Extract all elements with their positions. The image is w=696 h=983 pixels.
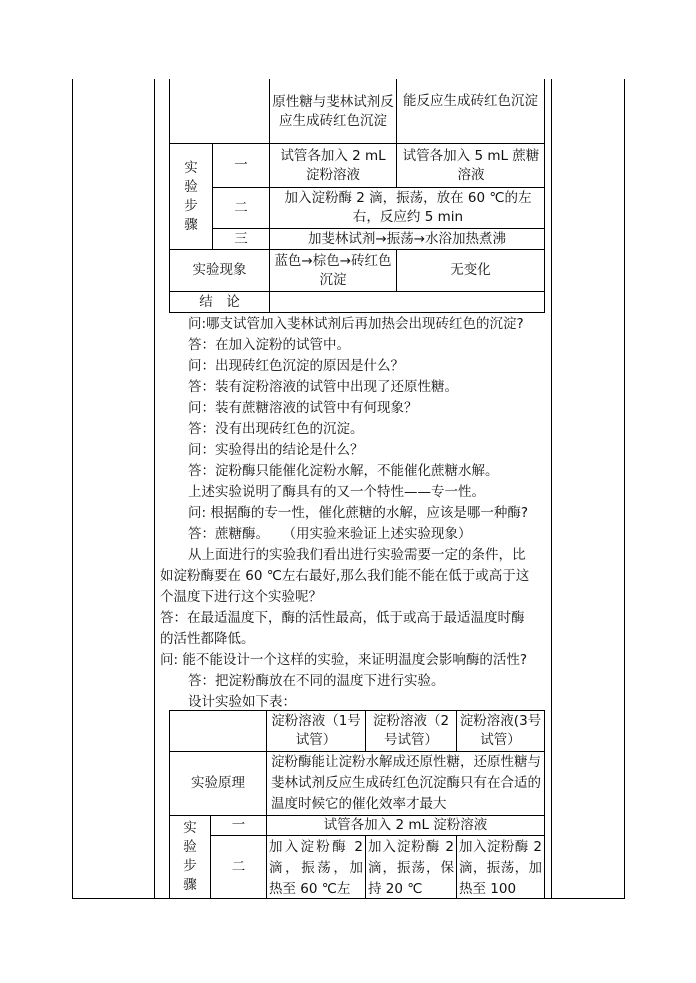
text-line: 设计实验如下表： bbox=[188, 694, 296, 710]
outer-border-bottom bbox=[72, 898, 625, 899]
table2-principle-text: 淀粉酶能让淀粉水解成还原性糖，还原性糖与斐林试剂反应生成砖红色沉淀酶只有在合适的温度时候它的催化效率才最大 bbox=[271, 754, 541, 812]
text-line: 上述实验说明了酶具有的又一个特性——专一性。 bbox=[188, 484, 485, 500]
text-line: 答：在加入淀粉的试管中。 bbox=[188, 337, 350, 353]
text-line: 答：装有淀粉溶液的试管中出现了还原性糖。 bbox=[188, 379, 458, 395]
text-line: 答：蔗糖酶。 （用实验来验证上述实验现象） bbox=[188, 526, 472, 542]
text-line: 答：在最适温度下，酶的活性最高，低于或高于最适温度时酶 bbox=[160, 610, 525, 626]
text-line: 问：实验得出的结论是什么？ bbox=[188, 442, 364, 458]
text-line: 问：出现砖红色沉淀的原因是什么？ bbox=[188, 358, 404, 374]
table1-conclusion-label: 结 论 bbox=[199, 293, 240, 310]
text-line: 答：淀粉酶只能催化淀粉水解，不能催化蔗糖水解。 bbox=[188, 463, 499, 479]
table2-steps-label: 实验步骤 bbox=[183, 820, 197, 893]
text-line: 如淀粉酶要在 60 ℃左右最好,那么我们能不能在低于或高于这 bbox=[160, 568, 530, 584]
table2-step2-tube1: 加入淀粉酶 2 滴，振荡，加热至 60 ℃左 bbox=[269, 839, 363, 897]
text-line: 答：没有出现砖红色的沉淀。 bbox=[188, 421, 364, 437]
outer-border-right bbox=[624, 79, 625, 899]
table2-step1-number: 一 bbox=[231, 817, 246, 833]
text-line: 问：装有蔗糖溶液的试管中有何现象？ bbox=[188, 400, 418, 416]
table1-steps-label: 实验步骤 bbox=[184, 159, 198, 233]
table1-step1-number: 一 bbox=[234, 157, 248, 173]
table1-header-reducing-sugar: 原性糖与斐林试剂反应生成砖红色沉淀 bbox=[272, 94, 394, 129]
text-line: 答：把淀粉酶放在不同的温度下进行实验。 bbox=[188, 673, 445, 689]
text-line: 问: 能不能设计一个这样的实验，来证明温度会影响酶的活性? bbox=[160, 652, 528, 668]
text-line: 个温度下进行这个实验呢？ bbox=[160, 589, 322, 605]
text-line: 问:哪支试管加入斐林试剂后再加热会出现砖红色的沉淀? bbox=[188, 316, 524, 332]
text-line: 问: 根据酶的专一性，催化蔗糖的水解，应该是哪一种酶? bbox=[188, 505, 529, 521]
table2-step1-text: 试管各加入 2 mL 淀粉溶液 bbox=[323, 817, 488, 833]
outer-border-inner-right bbox=[551, 79, 552, 899]
table2-principle-label: 实验原理 bbox=[191, 775, 245, 791]
table1-step2-number: 二 bbox=[234, 199, 248, 216]
text-line: 从上面进行的实验我们看出进行实验需要一定的条件，比 bbox=[188, 547, 526, 563]
table1-step3-number: 三 bbox=[234, 230, 248, 247]
table1-step2-text: 加入淀粉酶 2 滴，振荡，放在 60 ℃的左右，反应约 5 min bbox=[284, 190, 532, 225]
table2-step2-tube2: 加入淀粉酶 2滴，振荡，保持 20 ℃ bbox=[368, 839, 454, 897]
table1-phenomenon-sucrose: 无变化 bbox=[450, 262, 491, 278]
table2-col-tube2: 淀粉溶液（2号试管） bbox=[372, 713, 450, 748]
table2-step2-tube3: 加入淀粉酶 2滴，振荡，加热至 100 bbox=[459, 839, 542, 897]
table1-step3-text: 加斐林试剂→振荡→水浴加热煮沸 bbox=[307, 230, 507, 247]
table1-phenomenon-starch: 蓝色→棕色→砖红色沉淀 bbox=[274, 252, 392, 288]
table2-step2-number: 二 bbox=[231, 858, 246, 875]
table1-step1-sucrose: 试管各加入 5 mL 蔗糖溶液 bbox=[402, 147, 540, 183]
table1-step1-starch: 试管各加入 2 mL 淀粉溶液 bbox=[280, 147, 386, 183]
table1-header-can-react: 能反应生成砖红色沉淀 bbox=[403, 92, 538, 109]
table2-col-tube1: 淀粉溶液（1号试管） bbox=[271, 713, 361, 748]
outer-border-inner-left bbox=[154, 79, 155, 899]
outer-border-left bbox=[72, 79, 73, 899]
table2-col-tube3: 淀粉溶液(3号试管） bbox=[459, 713, 542, 748]
table1-phenomenon-label: 实验现象 bbox=[192, 262, 247, 278]
text-line: 的活性都降低。 bbox=[160, 631, 255, 647]
